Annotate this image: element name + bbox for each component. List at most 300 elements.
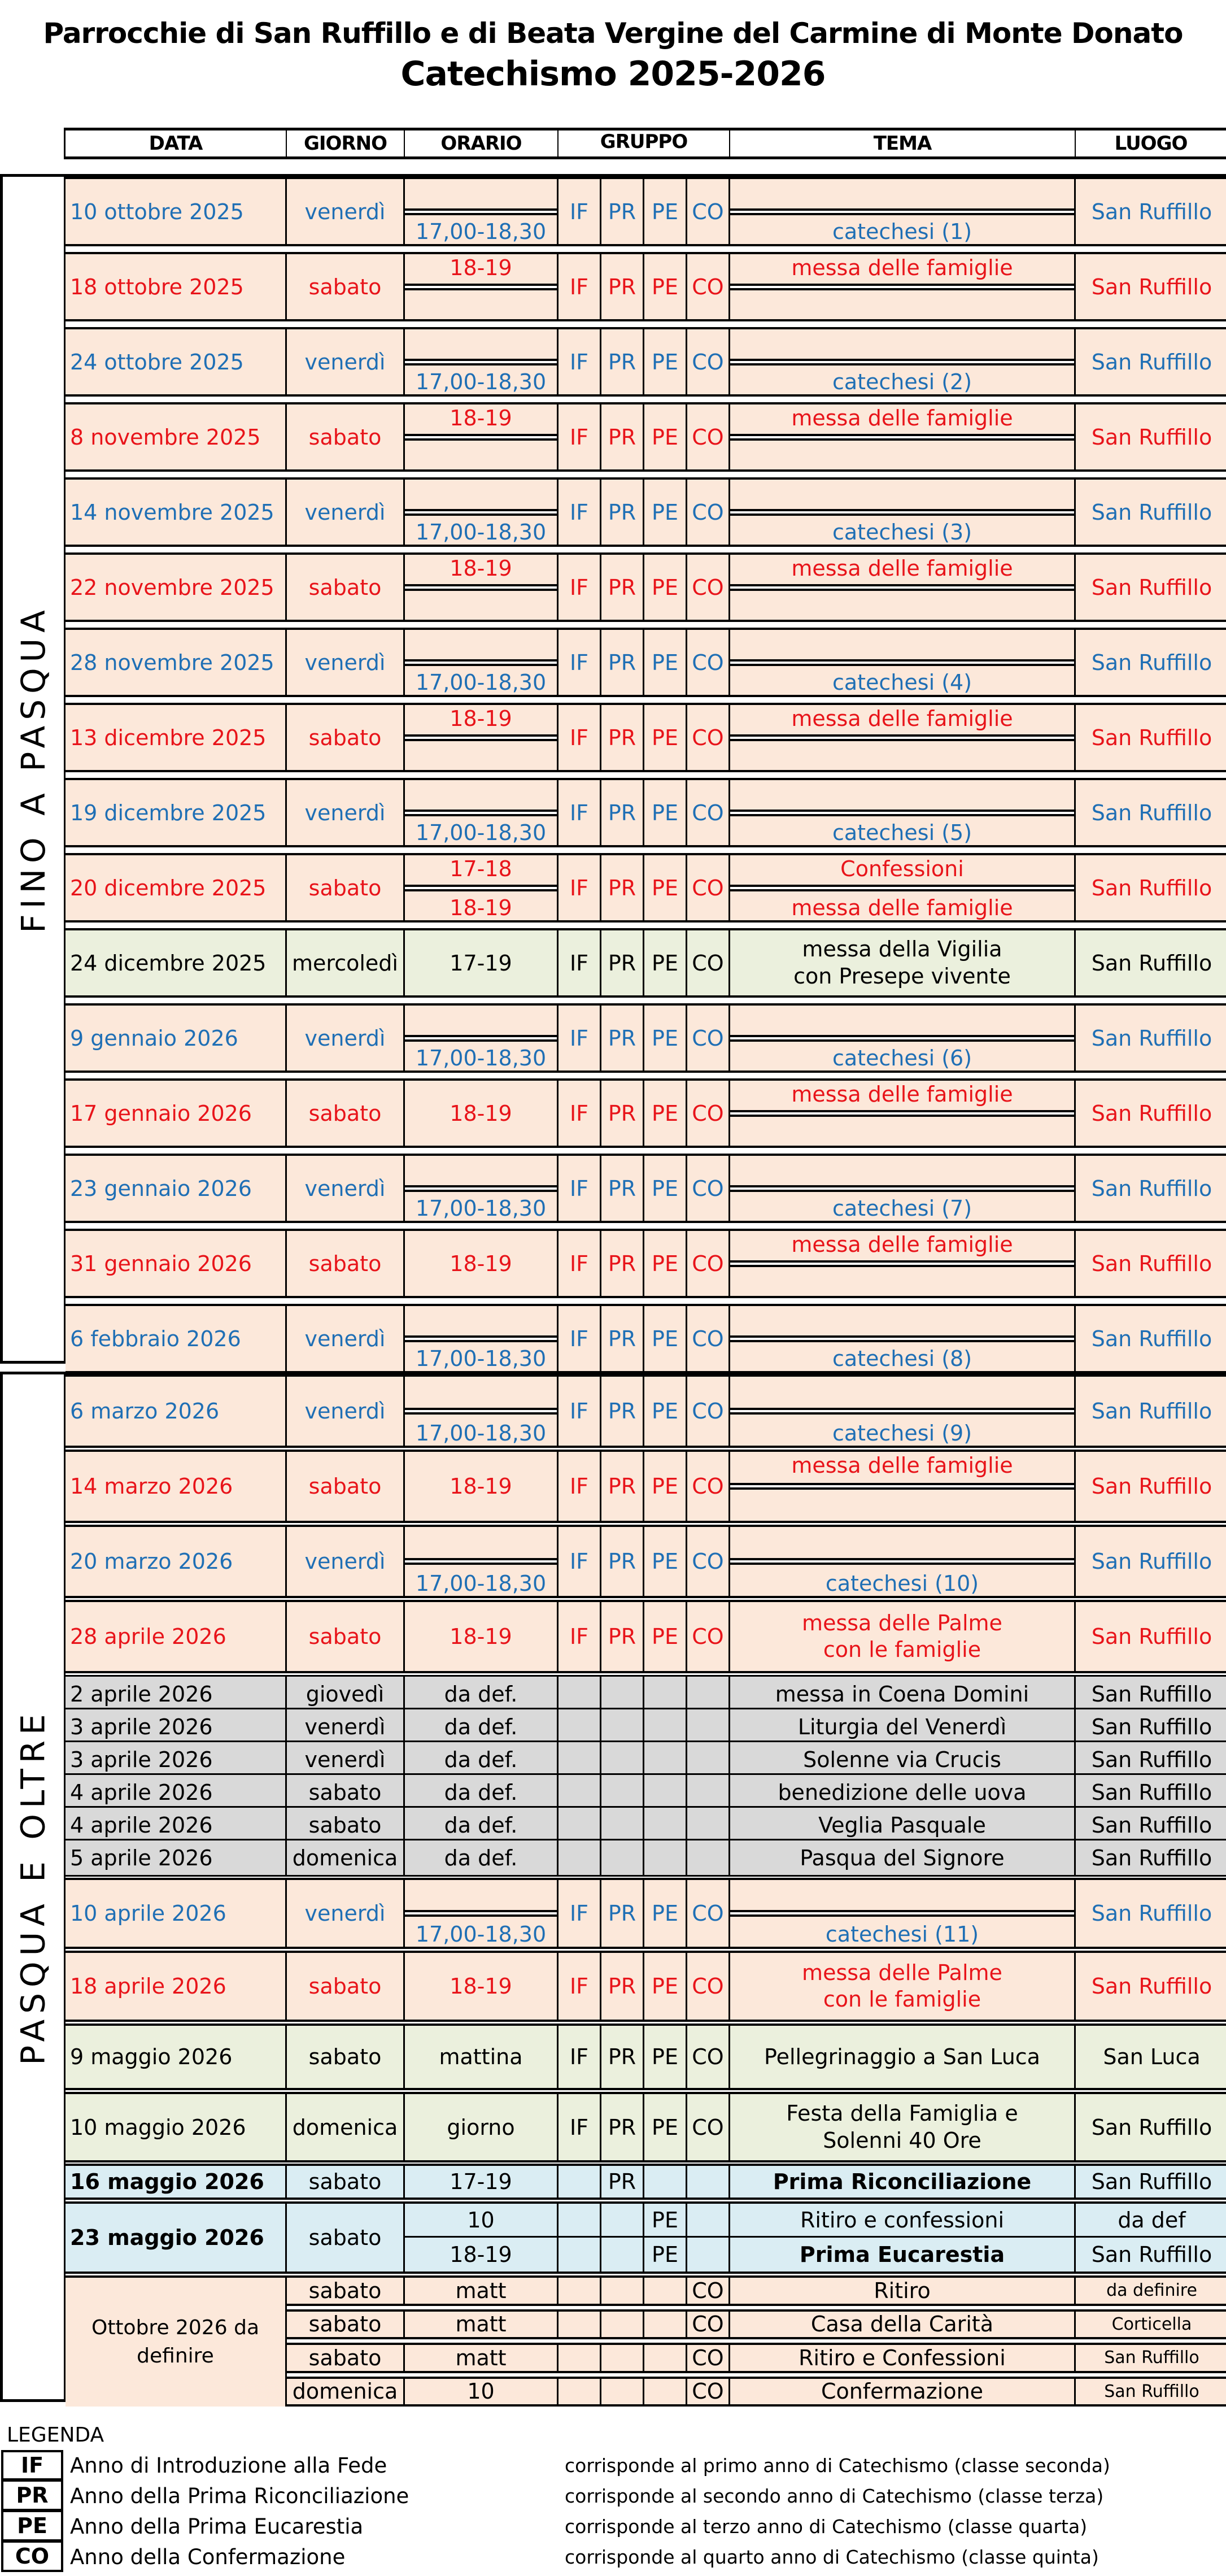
group-if-cell: [559, 1709, 601, 1744]
time-cell: [405, 1006, 559, 1071]
table-row: [66, 2201, 1226, 2274]
table-row: [66, 2164, 1226, 2200]
group-pr-cell: PR: [601, 705, 644, 770]
legend-item: [1, 2450, 1110, 2481]
group-co-cell: CO: [687, 705, 730, 770]
group-if-cell: [559, 2238, 601, 2272]
group-if-cell: IF: [559, 480, 601, 545]
section-label: PASQUA E OLTRE: [14, 1708, 53, 2065]
topic-cell: [730, 1156, 1076, 1221]
topic-line: Festa della Famiglia e: [786, 2101, 1018, 2126]
table-row-group: [66, 2275, 1226, 2407]
time-cell-bottom: 18-19: [450, 895, 512, 920]
group-if-cell: IF: [559, 329, 601, 394]
double-divider: [405, 734, 557, 741]
topic-cell-bottom: catechesi (1): [832, 219, 972, 244]
group-co-cell: CO: [687, 2094, 730, 2160]
group-if-cell: IF: [559, 1231, 601, 1296]
group-pe-cell: PE: [644, 705, 687, 770]
date-cell: 24 dicembre 2025: [66, 930, 287, 995]
group-if-cell: [559, 2379, 601, 2405]
topic-cell: Casa della Carità: [730, 2312, 1076, 2338]
topic-line: messa delle Palme: [802, 1610, 1002, 1635]
place-cell: San Ruffillo: [1091, 1399, 1212, 1424]
topic-cell: [730, 480, 1076, 545]
topic-cell: Liturgia del Venerdì: [730, 1709, 1076, 1744]
group-co-cell: CO: [687, 855, 730, 920]
group-co-cell: CO: [687, 1006, 730, 1071]
double-divider: [730, 734, 1074, 741]
group-pe-cell: [644, 2166, 687, 2198]
time-cell: 17-19: [405, 2166, 559, 2198]
legend-item: [1, 2511, 1110, 2542]
topic-cell: [730, 329, 1076, 394]
double-divider: [730, 1260, 1074, 1267]
page-subtitle: Catechismo 2025-2026: [400, 54, 826, 94]
time-cell: [405, 780, 559, 845]
legend-code: PR: [1, 2481, 63, 2511]
time-cell: [405, 1156, 559, 1221]
double-divider: [405, 1335, 557, 1342]
group-pe-cell: PE: [644, 1231, 687, 1296]
date-cell: 20 marzo 2026: [66, 1527, 287, 1596]
date-cell: 4 aprile 2026: [66, 1808, 287, 1842]
header-luogo: LUOGO: [1114, 132, 1188, 155]
place-cell: San Ruffillo: [1091, 1624, 1212, 1649]
time-cell: 18-19: [405, 1231, 559, 1296]
table-row: [66, 552, 1226, 622]
table-header: [64, 128, 1226, 159]
topic-cell: [730, 179, 1076, 244]
topic-cell-bottom: catechesi (6): [832, 1046, 972, 1071]
group-if-cell: IF: [559, 1602, 601, 1671]
group-if-cell: IF: [559, 1306, 601, 1371]
double-divider: [730, 1335, 1074, 1342]
topic-cell: Ritiro: [730, 2278, 1076, 2304]
group-co-cell: CO: [687, 404, 730, 469]
place-cell: San Ruffillo: [1091, 725, 1212, 750]
date-cell: 3 aprile 2026: [66, 1742, 287, 1777]
double-divider: [730, 1483, 1074, 1490]
group-pe-cell: PE: [644, 1880, 687, 1947]
topic-cell-top: messa delle famiglie: [791, 1082, 1013, 1107]
group-co-cell: CO: [687, 780, 730, 845]
topic-cell: [730, 1452, 1076, 1521]
time-cell-bottom: 17,00-18,30: [415, 1046, 547, 1071]
group-co-cell: [687, 1775, 730, 1809]
time-cell-bottom: 17,00-18,30: [415, 219, 547, 244]
date-cell: 3 aprile 2026: [66, 1709, 287, 1744]
day-cell: domenica: [287, 2094, 405, 2160]
group-pe-cell: PE: [644, 404, 687, 469]
double-divider: [730, 284, 1074, 290]
double-divider: [405, 584, 557, 591]
legend-desc: Anno di Introduzione alla Fede: [70, 2453, 387, 2478]
group-co-cell: CO: [687, 1953, 730, 2020]
group-pe-cell: PE: [644, 254, 687, 319]
group-pr-cell: [601, 2204, 644, 2236]
day-cell: sabato: [287, 705, 405, 770]
topic-cell-top: messa delle famiglie: [791, 1453, 1013, 1478]
double-divider: [405, 284, 557, 290]
place-cell: San Ruffillo: [1091, 1747, 1212, 1772]
group-co-cell: CO: [687, 329, 730, 394]
table-row: [66, 1229, 1226, 1298]
date-cell: 17 gennaio 2026: [66, 1081, 287, 1146]
section-fino-a-pasqua: [0, 174, 1226, 1371]
group-co-cell: [687, 1742, 730, 1777]
group-pr-cell: PR: [601, 329, 644, 394]
date-cell: 6 marzo 2026: [66, 1377, 287, 1446]
topic-cell: Solenne via Crucis: [730, 1742, 1076, 1777]
group-if-cell: IF: [559, 1953, 601, 2020]
group-pe-cell: [644, 1840, 687, 1875]
day-cell: sabato: [287, 1602, 405, 1671]
topic-cell: [730, 2094, 1076, 2160]
group-pr-cell: PR: [601, 1452, 644, 1521]
time-cell: da def.: [405, 1775, 559, 1809]
group-co-cell: [687, 1840, 730, 1875]
time-cell-bottom: 17,00-18,30: [415, 1421, 547, 1446]
place-cell: San Ruffillo: [1091, 1176, 1212, 1201]
group-pe-cell: PE: [644, 2094, 687, 2160]
place-cell: San Luca: [1103, 2044, 1201, 2069]
table-row-group: [66, 2201, 1226, 2274]
legend-desc: Anno della Confermazione: [70, 2544, 346, 2569]
table-row: [66, 2092, 1226, 2162]
group-if-cell: IF: [559, 1880, 601, 1947]
day-cell: sabato: [287, 1081, 405, 1146]
time-cell: 18-19: [405, 1452, 559, 1521]
table-row: [66, 1806, 1226, 1844]
group-pr-cell: PR: [601, 555, 644, 620]
group-if-cell: [559, 2345, 601, 2371]
group-co-cell: CO: [687, 1880, 730, 1947]
table-row: [66, 703, 1226, 772]
time-cell: 10: [405, 2204, 559, 2236]
topic-cell-bottom: catechesi (2): [832, 369, 972, 394]
double-divider: [730, 584, 1074, 591]
topic-cell: [730, 1306, 1076, 1371]
group-co-cell: CO: [687, 179, 730, 244]
table-row: [287, 2275, 1226, 2306]
day-cell: sabato: [287, 1953, 405, 2020]
date-cell: 28 aprile 2026: [66, 1602, 287, 1671]
group-if-cell: [559, 1677, 601, 1711]
place-cell: San Ruffillo: [1091, 1549, 1212, 1574]
time-cell: [405, 1527, 559, 1596]
group-pe-cell: PE: [644, 930, 687, 995]
place-cell: San Ruffillo: [1091, 1714, 1212, 1739]
day-cell: sabato: [287, 2166, 405, 2198]
group-co-cell: [687, 1709, 730, 1744]
date-cell: 31 gennaio 2026: [66, 1231, 287, 1296]
group-co-cell: CO: [687, 1452, 730, 1521]
table-row: [66, 1773, 1226, 1811]
group-pe-cell: [644, 1775, 687, 1809]
topic-cell-top: messa delle famiglie: [791, 406, 1013, 430]
day-cell: domenica: [287, 2379, 405, 2405]
day-cell: venerdì: [287, 1006, 405, 1071]
sub-row: [405, 2204, 1226, 2238]
group-pr-cell: PR: [601, 1602, 644, 1671]
place-cell: San Ruffillo: [1104, 2381, 1199, 2401]
time-cell-top: 18-19: [450, 556, 512, 581]
table-row: [66, 778, 1226, 847]
date-cell: 2 aprile 2026: [66, 1677, 287, 1711]
topic-line: con le famiglie: [823, 1637, 981, 1662]
group-if-cell: IF: [559, 1527, 601, 1596]
topic-cell: Pasqua del Signore: [730, 1840, 1076, 1875]
time-cell: [405, 630, 559, 695]
group-pe-cell: PE: [644, 1452, 687, 1521]
place-cell: San Ruffillo: [1091, 1812, 1212, 1838]
table-row: [66, 1304, 1226, 1373]
topic-cell-bottom: catechesi (10): [825, 1571, 979, 1596]
topic-cell: [730, 630, 1076, 695]
topic-line: messa della Vigilia: [802, 937, 1002, 961]
place-cell: San Ruffillo: [1091, 1326, 1212, 1351]
group-pr-cell: [601, 1742, 644, 1777]
group-if-cell: [559, 2166, 601, 2198]
group-pr-cell: PR: [601, 1006, 644, 1071]
day-cell: venerdì: [287, 480, 405, 545]
day-cell: sabato: [287, 254, 405, 319]
day-cell: domenica: [287, 1840, 405, 1875]
group-pe-cell: [644, 1808, 687, 1842]
group-pr-cell: [601, 2379, 644, 2405]
topic-cell-bottom: catechesi (11): [825, 1922, 979, 1947]
table-row: [66, 853, 1226, 923]
group-pe-cell: PE: [644, 1377, 687, 1446]
table-row: [287, 2377, 1226, 2407]
group-pe-cell: PE: [644, 555, 687, 620]
time-cell: [405, 1377, 559, 1446]
table-row: [66, 1708, 1226, 1746]
table-row: [66, 252, 1226, 321]
group-co-cell: CO: [687, 1156, 730, 1221]
day-cell: sabato: [287, 555, 405, 620]
table-row: [66, 628, 1226, 697]
day-cell: venerdì: [287, 179, 405, 244]
double-divider: [405, 1408, 557, 1415]
place-cell: San Ruffillo: [1091, 1100, 1212, 1126]
day-cell: venerdì: [287, 1709, 405, 1744]
group-co-cell: [687, 2238, 730, 2272]
legend-desc: Anno della Prima Riconciliazione: [70, 2483, 409, 2508]
sub-row: [405, 2238, 1226, 2272]
day-cell: sabato: [287, 2026, 405, 2088]
topic-cell: Ritiro e Confessioni: [730, 2345, 1076, 2371]
group-pe-cell: PE: [644, 780, 687, 845]
double-divider: [730, 1110, 1074, 1117]
group-co-cell: [687, 2166, 730, 2198]
group-co-cell: CO: [687, 254, 730, 319]
place-cell: San Ruffillo: [1091, 1974, 1212, 1999]
group-co-cell: CO: [687, 1602, 730, 1671]
group-co-cell: CO: [687, 2345, 730, 2371]
time-cell: [405, 329, 559, 394]
time-cell: [405, 480, 559, 545]
double-divider: [405, 359, 557, 365]
group-pe-cell: PE: [644, 2026, 687, 2088]
group-if-cell: [559, 1808, 601, 1842]
table-row: [287, 2309, 1226, 2340]
group-pr-cell: [601, 1677, 644, 1711]
time-cell: 18-19: [405, 1953, 559, 2020]
group-co-cell: [687, 2204, 730, 2236]
topic-cell-top: messa delle famiglie: [791, 1232, 1013, 1257]
date-cell: 4 aprile 2026: [66, 1775, 287, 1809]
table-row: [66, 1154, 1226, 1223]
legend-note: corrisponde al quarto anno di Catechismo (classe quinta): [565, 2545, 1099, 2568]
time-cell-bottom: 17,00-18,30: [415, 670, 547, 695]
group-pr-cell: [601, 2238, 644, 2272]
date-cell: 23 maggio 2026: [66, 2204, 287, 2272]
date-cell: 20 dicembre 2025: [66, 855, 287, 920]
day-cell: venerdì: [287, 1156, 405, 1221]
group-pe-cell: PE: [644, 1602, 687, 1671]
table-row: [66, 477, 1226, 547]
time-cell: matt: [405, 2312, 559, 2338]
group-co-cell: CO: [687, 2379, 730, 2405]
legend-desc: Anno della Prima Eucarestia: [70, 2514, 364, 2539]
group-co-cell: CO: [687, 480, 730, 545]
day-cell: venerdì: [287, 780, 405, 845]
group-pr-cell: PR: [601, 630, 644, 695]
day-cell: venerdì: [287, 1377, 405, 1446]
date-cell: 9 maggio 2026: [66, 2026, 287, 2088]
topic-cell: [730, 855, 1076, 920]
header-data: DATA: [66, 130, 287, 156]
date-cell: 10 aprile 2026: [66, 1880, 287, 1947]
legend-item: [1, 2542, 1110, 2572]
group-if-cell: IF: [559, 2094, 601, 2160]
group-co-cell: CO: [687, 2026, 730, 2088]
legend-note: corrisponde al secondo anno di Catechismo (classe terza): [565, 2484, 1104, 2507]
page-title: Parrocchie di San Ruffillo e di Beata Vergine del Carmine di Monte Donato: [43, 17, 1183, 50]
double-divider: [730, 359, 1074, 365]
legend-note: corrisponde al terzo anno di Catechismo (classe quarta): [565, 2515, 1088, 2538]
time-cell: matt: [405, 2278, 559, 2304]
double-divider: [405, 509, 557, 516]
date-cell: 5 aprile 2026: [66, 1840, 287, 1875]
date-cell: 16 maggio 2026: [66, 2166, 287, 2198]
time-cell: 18-19: [405, 1081, 559, 1146]
topic-cell-bottom: catechesi (8): [832, 1346, 972, 1371]
double-divider: [405, 208, 557, 215]
day-cell: venerdì: [287, 1306, 405, 1371]
table-row: [287, 2343, 1226, 2373]
group-if-cell: IF: [559, 1452, 601, 1521]
group-pr-cell: PR: [601, 780, 644, 845]
double-divider: [730, 1558, 1074, 1565]
topic-cell-top: Confessioni: [840, 856, 964, 881]
legend: [1, 2450, 1110, 2572]
group-pr-cell: [601, 2312, 644, 2338]
time-cell-bottom: 17,00-18,30: [415, 1196, 547, 1221]
time-cell: 10: [405, 2379, 559, 2405]
group-pr-cell: PR: [601, 1231, 644, 1296]
table-row: [66, 1675, 1226, 1713]
place-cell: San Ruffillo: [1104, 2348, 1199, 2368]
topic-cell: Prima Eucarestia: [730, 2238, 1076, 2272]
day-cell: venerdì: [287, 630, 405, 695]
date-cell: 8 novembre 2025: [66, 404, 287, 469]
date-cell: 10 ottobre 2025: [66, 179, 287, 244]
sub-rows: [405, 2204, 1226, 2272]
group-if-cell: [559, 1775, 601, 1809]
group-pe-cell: [644, 2345, 687, 2371]
group-if-cell: [559, 2204, 601, 2236]
place-cell: Corticella: [1111, 2314, 1192, 2334]
group-pe-cell: PE: [644, 1953, 687, 2020]
table-row: [66, 1740, 1226, 1778]
group-co-cell: CO: [687, 2312, 730, 2338]
day-cell: venerdì: [287, 1880, 405, 1947]
topic-cell: [730, 1006, 1076, 1071]
group-co-cell: [687, 1808, 730, 1842]
group-co-cell: CO: [687, 1377, 730, 1446]
date-cell: 23 gennaio 2026: [66, 1156, 287, 1221]
date-cell: Ottobre 2026 da definire: [66, 2275, 287, 2407]
double-divider: [405, 810, 557, 816]
day-cell: sabato: [287, 1231, 405, 1296]
time-cell-bottom: 17,00-18,30: [415, 520, 547, 545]
topic-cell: [730, 555, 1076, 620]
group-pe-cell: [644, 1742, 687, 1777]
group-pr-cell: [601, 2278, 644, 2304]
double-divider: [730, 885, 1074, 891]
date-cell: 13 dicembre 2025: [66, 705, 287, 770]
topic-cell-bottom: catechesi (9): [832, 1421, 972, 1446]
topic-cell: Prima Riconciliazione: [730, 2166, 1076, 2198]
double-divider: [405, 1558, 557, 1565]
group-if-cell: IF: [559, 930, 601, 995]
place-cell: San Ruffillo: [1091, 1779, 1212, 1805]
table-row: [66, 327, 1226, 397]
group-pe-cell: [644, 1677, 687, 1711]
time-cell-bottom: 17,00-18,30: [415, 820, 547, 845]
place-cell: San Ruffillo: [1091, 2242, 1212, 2267]
place-cell: San Ruffillo: [1091, 499, 1212, 525]
time-cell-bottom: 17,00-18,30: [415, 1346, 547, 1371]
time-cell: 18-19: [405, 2238, 559, 2272]
topic-line: con le famiglie: [823, 1987, 981, 2012]
group-pr-cell: PR: [601, 2094, 644, 2160]
date-cell: 14 novembre 2025: [66, 480, 287, 545]
group-pr-cell: PR: [601, 2026, 644, 2088]
group-pe-cell: PE: [644, 480, 687, 545]
group-pr-cell: PR: [601, 855, 644, 920]
double-divider: [405, 659, 557, 666]
topic-cell: Confermazione: [730, 2379, 1076, 2405]
legend-note: corrisponde al primo anno di Catechismo (classe seconda): [565, 2454, 1110, 2477]
group-if-cell: IF: [559, 855, 601, 920]
group-pe-cell: PE: [644, 1006, 687, 1071]
date-cell: 19 dicembre 2025: [66, 780, 287, 845]
place-cell: San Ruffillo: [1091, 875, 1212, 900]
place-cell: San Ruffillo: [1091, 2114, 1212, 2140]
place-cell: San Ruffillo: [1091, 575, 1212, 600]
time-cell: [405, 1306, 559, 1371]
time-cell: matt: [405, 2345, 559, 2371]
group-co-cell: CO: [687, 1527, 730, 1596]
header-orario: ORARIO: [405, 130, 559, 156]
group-co-cell: CO: [687, 1081, 730, 1146]
double-divider: [730, 434, 1074, 441]
group-co-cell: CO: [687, 630, 730, 695]
